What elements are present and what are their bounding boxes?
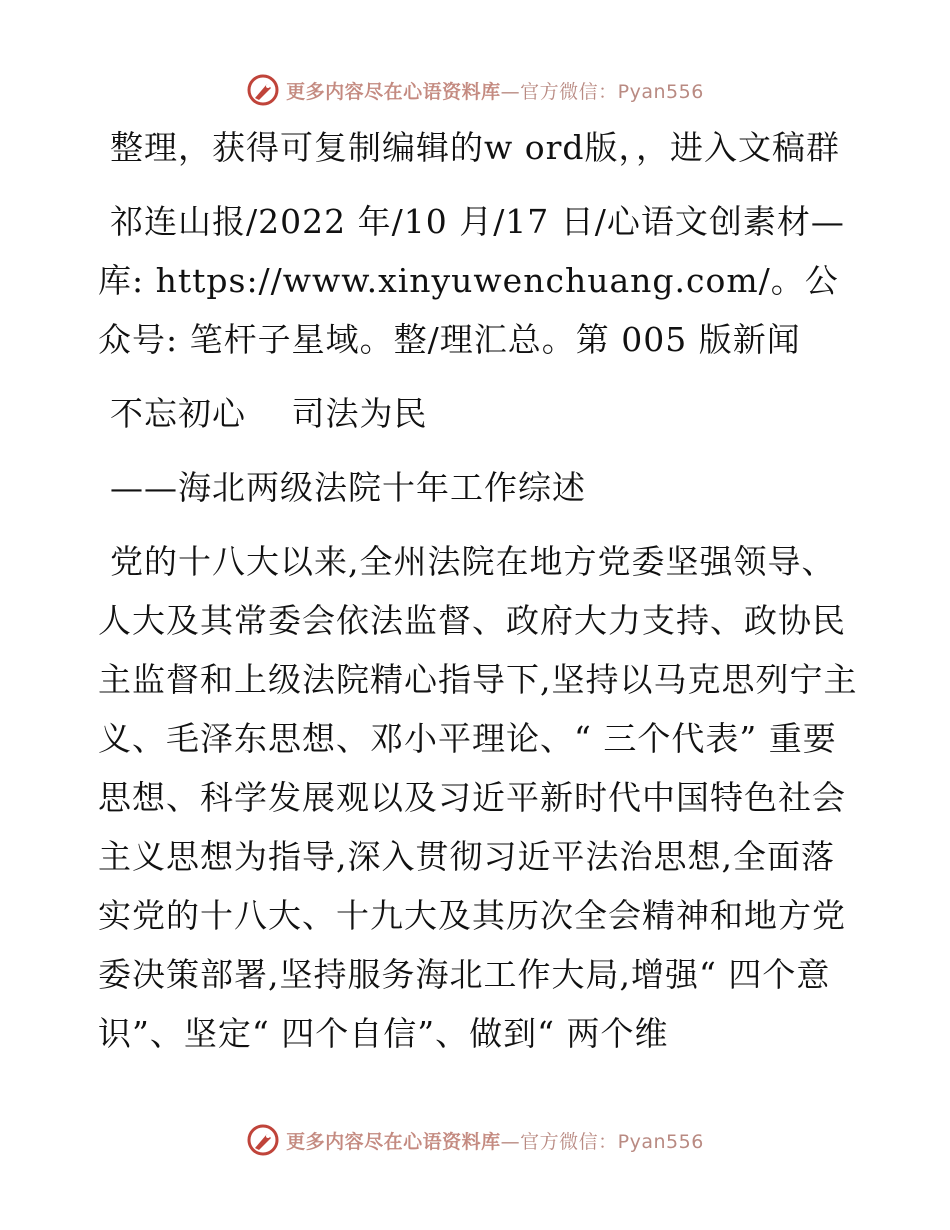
watermark-header [0, 70, 950, 110]
watermark-text: 更多内容尽在心语资料库—官方微信：Pyan556 [286, 80, 704, 103]
article-body-paragraph: 党的十八大以来,全州法院在地方党委坚强领导、人大及其常委会依法监督、政府大力支持、政协民主监督和上级法院精心指导下,坚持以马克思列宁主义、毛泽东思想、邓小平理论、“ 三个代表” 重要思想、科学发展观以及习近平新时代中国特色社会主义思想为指导,深入贯彻习近平法治思想,全面落实党的十八大、十九大及其历次全会精神和地方党委决策部署,坚持服务海北工作大局,增强“ 四个意识”、坚定“ 四个自信”、做到“ 两个维 [98, 542, 858, 1053]
article-subtitle: ——海北两级法院十年工作综述 [110, 468, 586, 507]
doc-source-line: 祁连山报/2022 年/10 月/17 日/心语文创素材—库: https://www.xinyuwenchuang.com/。公众号: 笔杆子星域。整/理汇总。第 005 版新闻 [98, 202, 845, 359]
pen-nib-circle-icon [246, 1123, 280, 1157]
article-title: 不忘初心 司法为民 [110, 394, 428, 433]
pen-nib-circle-icon [246, 73, 280, 107]
watermark-text: 更多内容尽在心语资料库—官方微信：Pyan556 [286, 1130, 704, 1153]
doc-intro-line: 整理，获得可复制编辑的w ord版，，进入文稿群 [110, 128, 841, 167]
document-body [98, 118, 858, 1078]
watermark-footer [0, 1120, 950, 1160]
